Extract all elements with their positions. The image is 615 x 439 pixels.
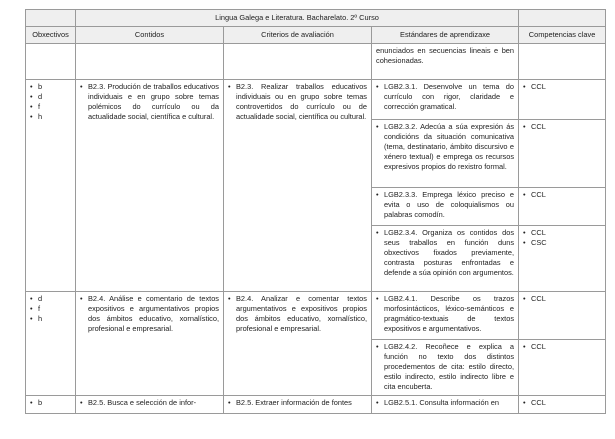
standard-cell bbox=[372, 340, 519, 396]
objective-item: • d bbox=[30, 92, 71, 102]
competence-item: • CCL bbox=[523, 342, 601, 352]
document-title: Lingua Galega e Literatura. Bacharelato. 2º Curso bbox=[76, 10, 519, 27]
content-cell bbox=[76, 80, 224, 292]
column-header-row bbox=[26, 27, 606, 44]
standard-continuation: enunciados en secuencias lineais e ben cohesionadas. bbox=[372, 44, 519, 80]
competence-item: • CCL bbox=[523, 190, 601, 200]
standard-text: • LGB2.4.2. Recoñece e explica a función no texto dos distintos procedementos de cita: estilo directo, estilo indirecto, estilo indirecto libre e cita encuberta. bbox=[376, 342, 514, 392]
content-cell bbox=[76, 292, 224, 396]
blank-header-cell bbox=[26, 10, 76, 27]
empty-cell bbox=[519, 44, 606, 80]
header-competences: Competencias clave bbox=[519, 27, 606, 44]
competence-item: • CCL bbox=[523, 398, 601, 408]
header-standards: Estándares de aprendizaxe bbox=[372, 27, 519, 44]
criterion-text: • B2.4. Analizar e comentar textos argumentativos e expositivos propios dos ámbitos educativo, xornalístico, profesional e empresarial. bbox=[228, 294, 367, 334]
blank-header-cell bbox=[519, 10, 606, 27]
standard-cell bbox=[372, 120, 519, 188]
objective-item: • f bbox=[30, 102, 71, 112]
criterion-cell bbox=[224, 396, 372, 414]
header-contents: Contidos bbox=[76, 27, 224, 44]
objective-item: • h bbox=[30, 314, 71, 324]
objective-item: • h bbox=[30, 112, 71, 122]
competences-cell bbox=[519, 396, 606, 414]
standard-cell bbox=[372, 292, 519, 340]
criterion-cell bbox=[224, 80, 372, 292]
objectives-cell bbox=[26, 80, 76, 292]
objective-item: • b bbox=[30, 398, 71, 408]
standard-text: • LGB2.3.3. Emprega léxico preciso e evita o uso de coloquialismos ou palabras comodín. bbox=[376, 190, 514, 220]
curriculum-table bbox=[25, 9, 606, 414]
content-cell bbox=[76, 396, 224, 414]
standard-text: • LGB2.3.4. Organiza os contidos dos seus traballos en función duns obxectivos fixados previamente, contrasta posturas enfrontadas e defende a súa opinión con argumentos. bbox=[376, 228, 514, 278]
standard-text: • LGB2.5.1. Consulta información en bbox=[376, 398, 514, 408]
objective-item: • f bbox=[30, 304, 71, 314]
competences-cell bbox=[519, 80, 606, 120]
empty-cell bbox=[224, 44, 372, 80]
content-text: • B2.3. Produción de traballos educativos individuais e en grupo sobre temas polémicos do currículo ou da actualidade social, científica e cultural. bbox=[80, 82, 219, 122]
standard-cell bbox=[372, 80, 519, 120]
standard-text: • LGB2.3.1. Desenvolve un tema do currículo con rigor, claridade e corrección gramatical. bbox=[376, 82, 514, 112]
criterion-text: • B2.3. Realizar traballos educativos individuais ou en grupo sobre temas controvertidos do currículo ou de actualidade social, científica ou cultural. bbox=[228, 82, 367, 122]
empty-cell bbox=[26, 44, 76, 80]
competence-item: • CCL bbox=[523, 82, 601, 92]
competences-cell bbox=[519, 120, 606, 188]
continuation-row bbox=[26, 44, 606, 80]
objective-item: • d bbox=[30, 294, 71, 304]
empty-cell bbox=[76, 44, 224, 80]
standard-cell bbox=[372, 226, 519, 292]
competence-item: • CCL bbox=[523, 294, 601, 304]
title-row bbox=[26, 10, 606, 27]
objective-item: • b bbox=[30, 82, 71, 92]
competences-cell bbox=[519, 188, 606, 226]
competence-item: • CSC bbox=[523, 238, 601, 248]
criterion-text: • B2.5. Extraer información de fontes bbox=[228, 398, 367, 408]
competence-item: • CCL bbox=[523, 228, 601, 238]
standard-cell bbox=[372, 188, 519, 226]
content-text: • B2.5. Busca e selección de infor- bbox=[80, 398, 219, 408]
table-row bbox=[26, 292, 606, 340]
criterion-cell bbox=[224, 292, 372, 396]
table-row bbox=[26, 80, 606, 120]
standard-cell bbox=[372, 396, 519, 414]
competences-cell bbox=[519, 226, 606, 292]
standard-text: • LGB2.3.2. Adecúa a súa expresión ás condicións da situación comunicativa (tema, destinatario, ámbito discursivo e xénero textual) e emprega os recursos expresivos propios do rexistro formal. bbox=[376, 122, 514, 172]
competences-cell bbox=[519, 340, 606, 396]
objectives-cell bbox=[26, 396, 76, 414]
standard-text: • LGB2.4.1. Describe os trazos morfosintácticos, léxico-semánticos e pragmático-textuais de textos expositivos e argumentativos. bbox=[376, 294, 514, 334]
header-criteria: Criterios de avaliación bbox=[224, 27, 372, 44]
objectives-cell bbox=[26, 292, 76, 396]
table-row bbox=[26, 396, 606, 414]
competence-item: • CCL bbox=[523, 122, 601, 132]
competences-cell bbox=[519, 292, 606, 340]
content-text: • B2.4. Análise e comentario de textos expositivos e argumentativos propios dos ámbitos educativo, xornalístico, profesional e empresarial. bbox=[80, 294, 219, 334]
header-objectives: Obxectivos bbox=[26, 27, 76, 44]
